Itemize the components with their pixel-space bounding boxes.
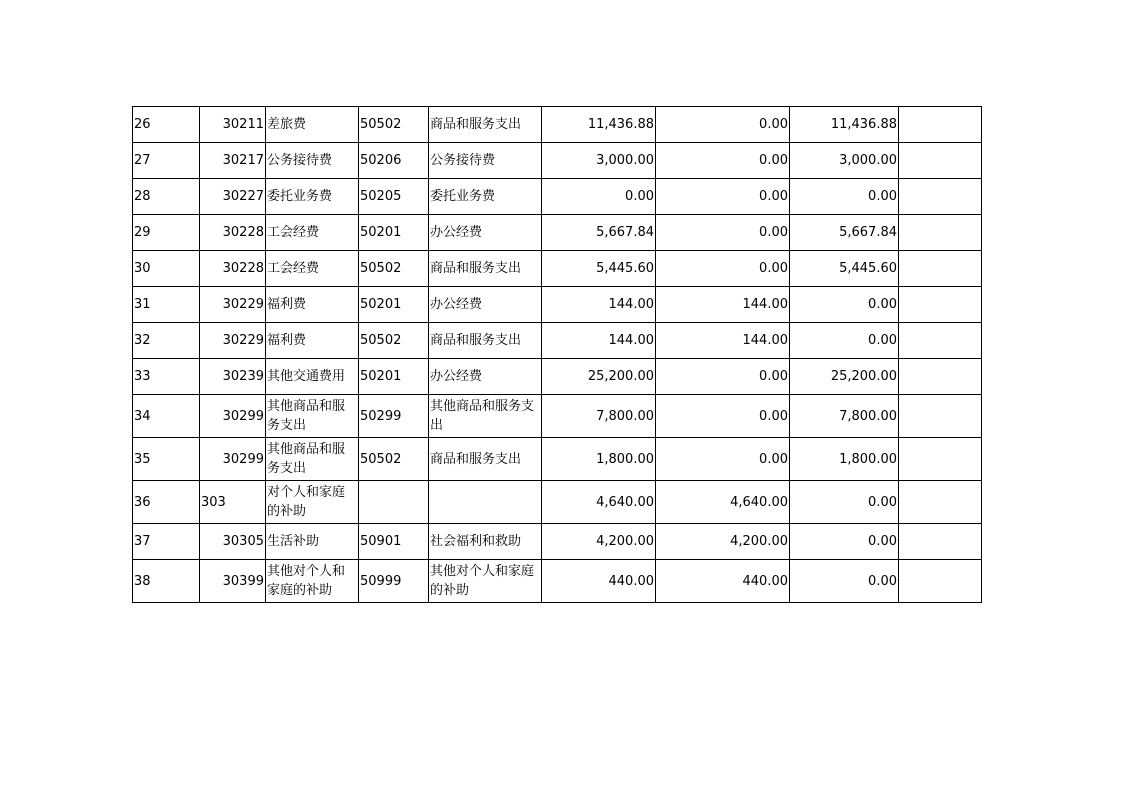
row-number: 34	[133, 395, 200, 438]
remark-cell	[899, 251, 982, 287]
econ-code-cell: 303	[200, 481, 266, 524]
remark-cell	[899, 215, 982, 251]
func-name-cell: 其他商品和服务支出	[429, 395, 542, 438]
remark-cell	[899, 107, 982, 143]
func-name-cell: 商品和服务支出	[429, 251, 542, 287]
total-cell: 3,000.00	[542, 143, 656, 179]
func-name-cell: 商品和服务支出	[429, 438, 542, 481]
func-code-cell	[359, 481, 429, 524]
econ-code-cell: 30305	[200, 524, 266, 560]
basic-cell: 0.00	[656, 395, 790, 438]
basic-cell: 0.00	[656, 215, 790, 251]
func-name-cell: 其他对个人和家庭的补助	[429, 560, 542, 603]
econ-code-cell: 30228	[200, 215, 266, 251]
basic-cell: 144.00	[656, 287, 790, 323]
total-cell: 1,800.00	[542, 438, 656, 481]
func-name-cell	[429, 481, 542, 524]
econ-code-cell: 30299	[200, 438, 266, 481]
econ-name-cell: 福利费	[266, 323, 359, 359]
func-code-cell: 50299	[359, 395, 429, 438]
func-code-cell: 50206	[359, 143, 429, 179]
remark-cell	[899, 359, 982, 395]
project-cell: 11,436.88	[790, 107, 899, 143]
econ-code-cell: 30227	[200, 179, 266, 215]
func-code-cell: 50901	[359, 524, 429, 560]
basic-cell: 0.00	[656, 179, 790, 215]
func-code-cell: 50502	[359, 107, 429, 143]
total-cell: 144.00	[542, 323, 656, 359]
func-code-cell: 50201	[359, 215, 429, 251]
project-cell: 3,000.00	[790, 143, 899, 179]
func-code-cell: 50502	[359, 323, 429, 359]
table-row	[133, 215, 982, 251]
project-cell: 5,445.60	[790, 251, 899, 287]
remark-cell	[899, 560, 982, 603]
econ-code-cell: 30217	[200, 143, 266, 179]
func-code-cell: 50205	[359, 179, 429, 215]
row-number: 32	[133, 323, 200, 359]
econ-code-cell: 30239	[200, 359, 266, 395]
total-cell: 0.00	[542, 179, 656, 215]
func-code-cell: 50201	[359, 359, 429, 395]
func-code-cell: 50502	[359, 251, 429, 287]
remark-cell	[899, 524, 982, 560]
remark-cell	[899, 438, 982, 481]
table-row	[133, 323, 982, 359]
econ-name-cell: 对个人和家庭的补助	[266, 481, 359, 524]
total-cell: 440.00	[542, 560, 656, 603]
row-number: 31	[133, 287, 200, 323]
project-cell: 0.00	[790, 481, 899, 524]
econ-name-cell: 公务接待费	[266, 143, 359, 179]
basic-cell: 0.00	[656, 143, 790, 179]
econ-name-cell: 工会经费	[266, 215, 359, 251]
func-name-cell: 社会福利和救助	[429, 524, 542, 560]
row-number: 30	[133, 251, 200, 287]
econ-code-cell: 30229	[200, 287, 266, 323]
basic-cell: 0.00	[656, 359, 790, 395]
total-cell: 25,200.00	[542, 359, 656, 395]
project-cell: 0.00	[790, 560, 899, 603]
row-number: 33	[133, 359, 200, 395]
func-name-cell: 办公经费	[429, 287, 542, 323]
table-row	[133, 524, 982, 560]
row-number: 38	[133, 560, 200, 603]
project-cell: 0.00	[790, 323, 899, 359]
remark-cell	[899, 143, 982, 179]
econ-code-cell: 30299	[200, 395, 266, 438]
func-name-cell: 商品和服务支出	[429, 107, 542, 143]
table-row	[133, 179, 982, 215]
basic-cell: 0.00	[656, 251, 790, 287]
total-cell: 4,200.00	[542, 524, 656, 560]
remark-cell	[899, 481, 982, 524]
remark-cell	[899, 287, 982, 323]
project-cell: 5,667.84	[790, 215, 899, 251]
econ-code-cell: 30228	[200, 251, 266, 287]
table-row	[133, 560, 982, 603]
total-cell: 5,445.60	[542, 251, 656, 287]
table-row	[133, 107, 982, 143]
table-row	[133, 395, 982, 438]
total-cell: 11,436.88	[542, 107, 656, 143]
row-number: 28	[133, 179, 200, 215]
basic-cell: 0.00	[656, 107, 790, 143]
func-name-cell: 公务接待费	[429, 143, 542, 179]
row-number: 26	[133, 107, 200, 143]
project-cell: 25,200.00	[790, 359, 899, 395]
econ-name-cell: 工会经费	[266, 251, 359, 287]
func-code-cell: 50999	[359, 560, 429, 603]
econ-name-cell: 生活补助	[266, 524, 359, 560]
econ-name-cell: 委托业务费	[266, 179, 359, 215]
econ-name-cell: 其他对个人和家庭的补助	[266, 560, 359, 603]
econ-name-cell: 其他商品和服务支出	[266, 395, 359, 438]
func-code-cell: 50502	[359, 438, 429, 481]
row-number: 29	[133, 215, 200, 251]
total-cell: 4,640.00	[542, 481, 656, 524]
remark-cell	[899, 395, 982, 438]
table-row	[133, 438, 982, 481]
table-row	[133, 359, 982, 395]
total-cell: 144.00	[542, 287, 656, 323]
total-cell: 7,800.00	[542, 395, 656, 438]
total-cell: 5,667.84	[542, 215, 656, 251]
row-number: 27	[133, 143, 200, 179]
basic-cell: 0.00	[656, 438, 790, 481]
table-row	[133, 287, 982, 323]
project-cell: 0.00	[790, 524, 899, 560]
econ-name-cell: 其他交通费用	[266, 359, 359, 395]
row-number: 35	[133, 438, 200, 481]
table-row	[133, 143, 982, 179]
econ-name-cell: 福利费	[266, 287, 359, 323]
project-cell: 1,800.00	[790, 438, 899, 481]
econ-code-cell: 30399	[200, 560, 266, 603]
remark-cell	[899, 179, 982, 215]
basic-cell: 144.00	[656, 323, 790, 359]
row-number: 37	[133, 524, 200, 560]
basic-cell: 4,200.00	[656, 524, 790, 560]
func-name-cell: 办公经费	[429, 359, 542, 395]
func-name-cell: 委托业务费	[429, 179, 542, 215]
func-name-cell: 商品和服务支出	[429, 323, 542, 359]
func-code-cell: 50201	[359, 287, 429, 323]
econ-code-cell: 30211	[200, 107, 266, 143]
row-number: 36	[133, 481, 200, 524]
econ-name-cell: 差旅费	[266, 107, 359, 143]
project-cell: 0.00	[790, 287, 899, 323]
budget-table	[132, 106, 982, 603]
basic-cell: 4,640.00	[656, 481, 790, 524]
project-cell: 0.00	[790, 179, 899, 215]
basic-cell: 440.00	[656, 560, 790, 603]
econ-name-cell: 其他商品和服务支出	[266, 438, 359, 481]
remark-cell	[899, 323, 982, 359]
func-name-cell: 办公经费	[429, 215, 542, 251]
table-row	[133, 481, 982, 524]
table-row	[133, 251, 982, 287]
project-cell: 7,800.00	[790, 395, 899, 438]
econ-code-cell: 30229	[200, 323, 266, 359]
